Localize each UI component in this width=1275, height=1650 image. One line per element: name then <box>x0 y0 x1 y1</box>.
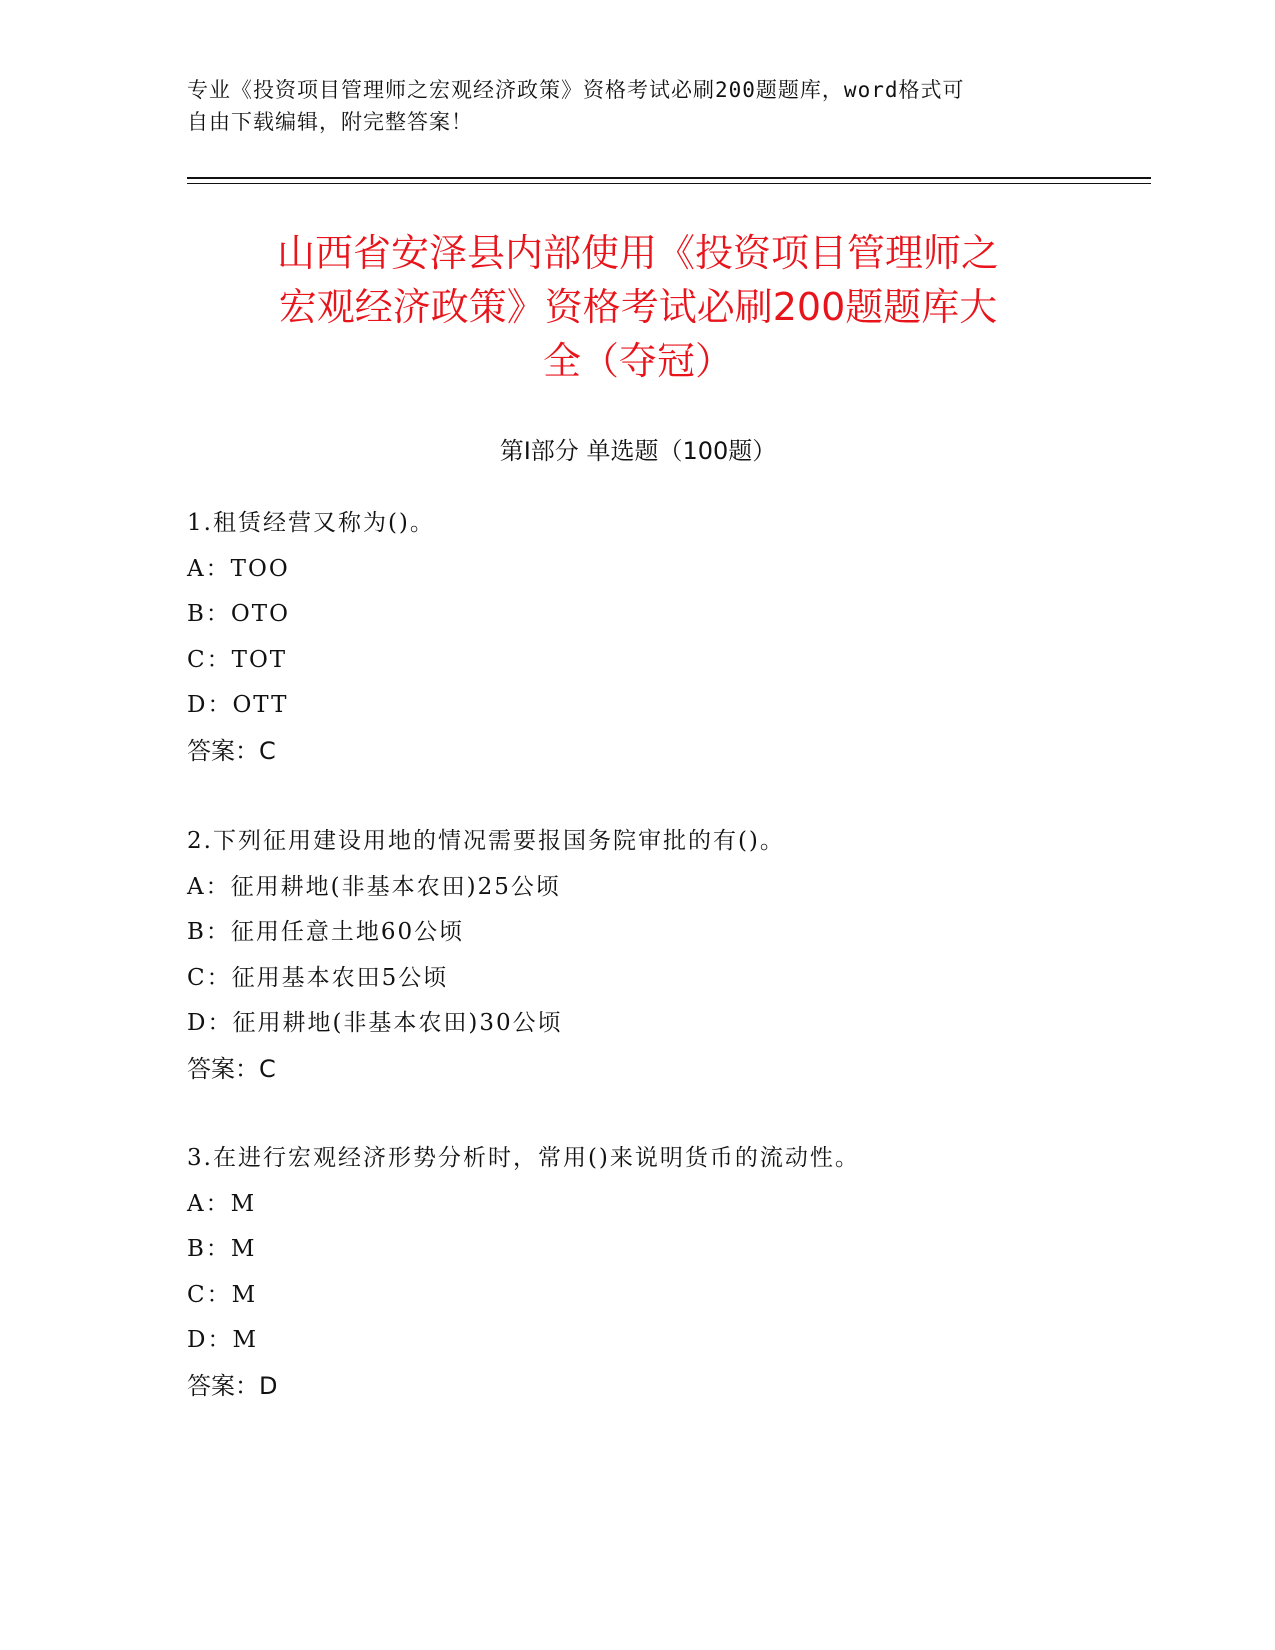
option-key: A： <box>187 873 231 900</box>
option-b <box>187 1227 1147 1273</box>
option-key: D： <box>187 692 233 718</box>
option-c <box>187 956 1147 1002</box>
option-c <box>187 1273 1147 1319</box>
option-text: TOT <box>231 646 288 673</box>
option-text: OTO <box>230 601 290 627</box>
option-text: OTT <box>232 692 289 718</box>
option-text: M <box>231 1281 258 1308</box>
option-d <box>187 683 1147 729</box>
header-divider-thick <box>187 177 1151 179</box>
option-text: M <box>232 1327 259 1353</box>
option-c <box>187 638 1147 684</box>
header-note-line-2: 自由下载编辑，附完整答案！ <box>187 110 473 134</box>
option-a <box>187 547 1147 593</box>
question-1 <box>187 501 1147 774</box>
option-d <box>187 1001 1147 1047</box>
header-note <box>187 74 1067 138</box>
option-text: 征用耕地(非基本农田)25公顷 <box>230 873 561 900</box>
option-key: C： <box>187 964 232 991</box>
document-title <box>187 226 1089 388</box>
option-key: D： <box>187 1327 233 1353</box>
option-key: B： <box>187 601 231 627</box>
question-3 <box>187 1136 1147 1409</box>
question-stem: 2.下列征用建设用地的情况需要报国务院审批的有()。 <box>187 828 785 854</box>
option-b <box>187 592 1147 638</box>
option-key: B： <box>187 919 231 945</box>
question-stem: 3.在进行宏观经济形势分析时，常用()来说明货币的流动性。 <box>187 1145 860 1171</box>
option-key: C： <box>187 1281 232 1308</box>
option-text: M <box>230 1236 257 1262</box>
option-key: B： <box>187 1236 231 1262</box>
option-text: 征用任意土地60公顷 <box>230 919 465 945</box>
option-b <box>187 910 1147 956</box>
question-stem: 1.租赁经营又称为()。 <box>187 510 435 536</box>
document-title-line-2: 宏观经济政策》资格考试必刷200题题库大 <box>278 285 998 329</box>
option-key: C： <box>187 646 232 673</box>
answer: 答案：C <box>187 1054 276 1083</box>
answer: 答案：C <box>187 736 276 765</box>
header-note-line-1: 专业《投资项目管理师之宏观经济政策》资格考试必刷200题题库，word格式可 <box>187 78 965 102</box>
header-divider-thin <box>187 183 1151 184</box>
option-text: 征用基本农田5公顷 <box>231 964 449 991</box>
question-2 <box>187 819 1147 1092</box>
document-title-line-3: 全（夺冠） <box>542 339 733 383</box>
option-d <box>187 1318 1147 1364</box>
section-heading: 第Ⅰ部分 单选题（100题） <box>499 437 777 465</box>
answer: 答案：D <box>187 1371 278 1400</box>
document-title-line-1: 山西省安泽县内部使用《投资项目管理师之 <box>276 231 999 275</box>
option-key: D： <box>187 1010 233 1036</box>
option-a <box>187 865 1147 911</box>
option-text: M <box>230 1190 257 1217</box>
option-a <box>187 1182 1147 1228</box>
option-text: 征用耕地(非基本农田)30公顷 <box>232 1010 563 1036</box>
option-text: TOO <box>230 555 290 582</box>
option-key: A： <box>187 1190 231 1217</box>
option-key: A： <box>187 555 231 582</box>
